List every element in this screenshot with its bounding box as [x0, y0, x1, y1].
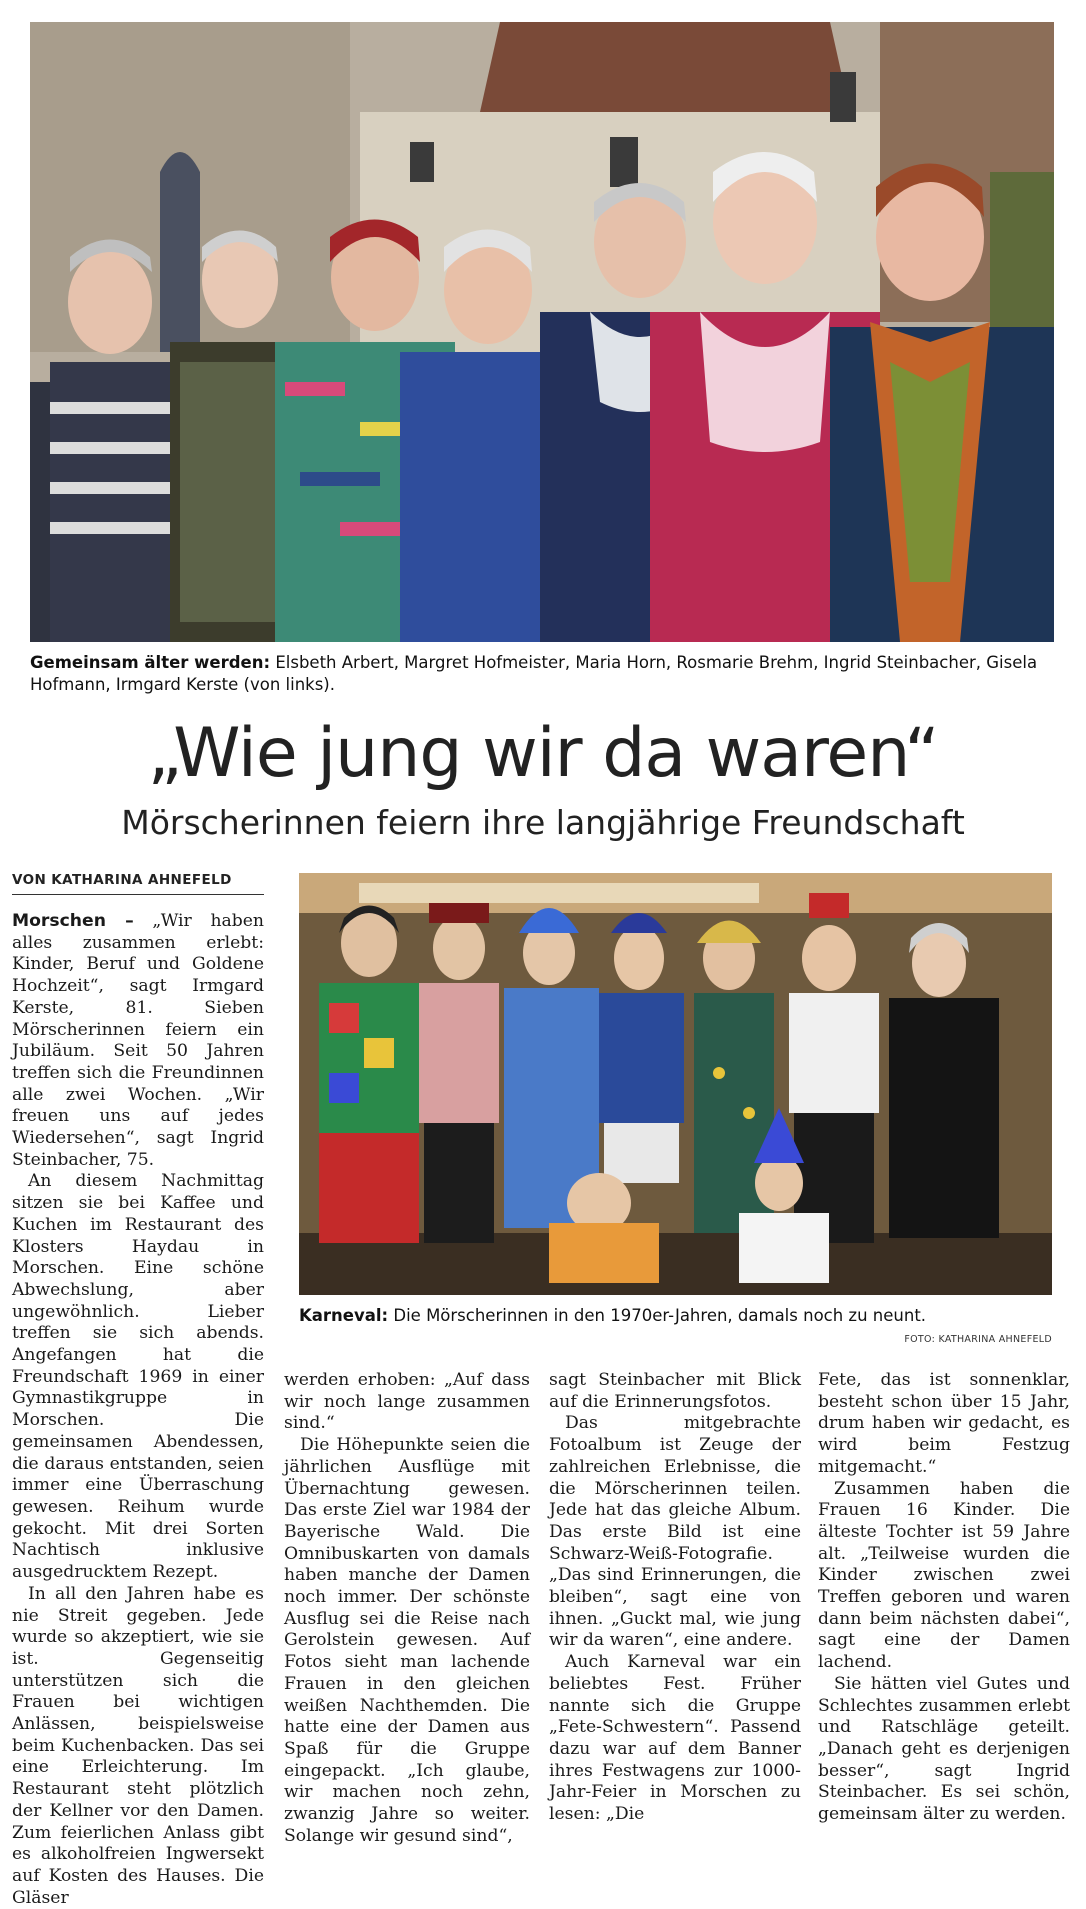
article-paragraph: Sie hätten viel Gutes und Schlechtes zusammen erlebt und Ratschläge geteilt. „Danach geht es derjenigen besser“, sagt Ingrid Steinbacher. Es sei schön, gemeinsam älter zu werden.: [818, 1673, 1070, 1825]
photo-credit: FOTO: KATHARINA AHNEFELD: [904, 1334, 1052, 1345]
article-paragraph: [12, 911, 264, 1171]
carnival-photo: [299, 873, 1052, 1295]
article-column-3: [549, 1370, 801, 1826]
byline: VON KATHARINA AHNEFELD: [12, 872, 264, 895]
article-paragraph: Zusammen haben die Frauen 16 Kinder. Die älteste Tochter ist 59 Jahre alt. „Teilweise wurden die Kinder zwischen zwei Treffen geboren und waren dann beim nächsten dabei“, sagt eine der Damen lachend.: [818, 1478, 1070, 1673]
subheadline: Mörscherinnen feiern ihre langjährige Freundschaft: [121, 803, 965, 842]
caption-lead: Gemeinsam älter werden:: [30, 653, 271, 672]
article-column-2: [284, 1370, 530, 1847]
photo-caption-carnival: [299, 1305, 1052, 1327]
group-photo-illustration: [30, 22, 1054, 642]
article-paragraph: Auch Karneval war ein beliebtes Fest. Früher nannte sich die Gruppe „Fete-Schwestern“. Passend dazu war auf dem Banner ihres Festwagens zur 1000-Jahr-Feier in Morschen zu lesen: „Die: [549, 1652, 801, 1825]
group-photo-present: [30, 22, 1054, 642]
dateline: Morschen –: [12, 911, 134, 931]
article-paragraph: An diesem Nachmittag sitzen sie bei Kaffee und Kuchen im Restaurant des Klosters Haydau in Morschen. Eine schöne Abwechslung, aber ungewöhnlich. Lieber treffen sie sich abends. Angefangen hat die Freundschaft 1969 in einer Gymnastikgruppe in Morschen. Die gemeinsamen Abendessen, die daraus entstanden, seien immer eine Überraschung gewesen. Reihum wurde gekocht. Mit drei Sorten Nachtisch inklusive ausgedrucktem Rezept.: [12, 1171, 264, 1583]
carnival-photo-illustration: [299, 873, 1052, 1295]
caption-text: Elsbeth Arbert, Margret Hofmeister, Maria Horn, Rosmarie Brehm, Ingrid Steinbacher, Gisela Hofmann, Irmgard Kerste (von links).: [30, 653, 1038, 694]
paragraph-text: „Wir haben alles zusammen erlebt: Kinder, Beruf und Goldene Hochzeit“, sagt Irmgard Kerste, 81. Sieben Mörscherinnen feiern ein Jubiläum. Seit 50 Jahren treffen sich die Freundinnen alle zwei Wochen. „Wir freuen uns auf jedes Wiedersehen“, sagt Ingrid Steinbacher, 75.: [12, 911, 265, 1170]
headline: „Wie jung wir da waren“: [147, 714, 939, 793]
article-paragraph: Das mitgebrachte Fotoalbum ist Zeuge der zahlreichen Erlebnisse, die die Mörscherinnen teilen. Jede hat das gleiche Album. Das erste Bild ist eine Schwarz-Weiß-Fotografie. „Das sind Erinnerungen, die bleiben“, sagt eine von ihnen. „Guckt mal, wie jung wir da waren“, eine andere.: [549, 1413, 801, 1651]
article-paragraph: In all den Jahren habe es nie Streit gegeben. Jede wurde so akzeptiert, wie sie ist. Gegenseitig unterstützen sich die Frauen bei wichtigen Anlässen, beispielsweise beim Kuchenbacken. Das sei eine Erleichterung. Im Restaurant steht plötzlich der Kellner vor den Damen. Zum feierlichen Anlass gibt es alkoholfreien Ingwersekt auf Kosten des Hauses. Die Gläser: [12, 1583, 264, 1908]
photo-caption-top: [30, 652, 1056, 696]
article-column-4: [818, 1370, 1070, 1826]
article-paragraph: Fete, das ist sonnenklar, besteht schon über 15 Jahr, drum haben wir gedacht, es wird beim Festzug mitgemacht.“: [818, 1370, 1070, 1477]
caption-text: Die Mörscherinnen in den 1970er-Jahren, damals noch zu neunt.: [388, 1306, 927, 1325]
article-paragraph: Die Höhepunkte seien die jährlichen Ausflüge mit Übernachtung gewesen. Das erste Ziel war 1984 der Bayerische Wald. Die Omnibuskarten von damals haben manche der Damen noch immer. Der schönste Ausflug sei die Reise nach Gerolstein gewesen. Auf Fotos sieht man lachende Frauen in den gleichen weißen Nachthemden. Die hatte eine der Damen aus Spaß für die Gruppe eingepackt. „Ich glaube, wir machen noch zehn, zwanzig Jahre so weiter. Solange wir gesund sind“,: [284, 1435, 530, 1846]
article-column-1: [12, 911, 264, 1909]
article-paragraph: werden erhoben: „Auf dass wir noch lange zusammen sind.“: [284, 1370, 530, 1434]
article-paragraph: sagt Steinbacher mit Blick auf die Erinnerungsfotos.: [549, 1370, 801, 1412]
caption-lead: Karneval:: [299, 1306, 389, 1325]
